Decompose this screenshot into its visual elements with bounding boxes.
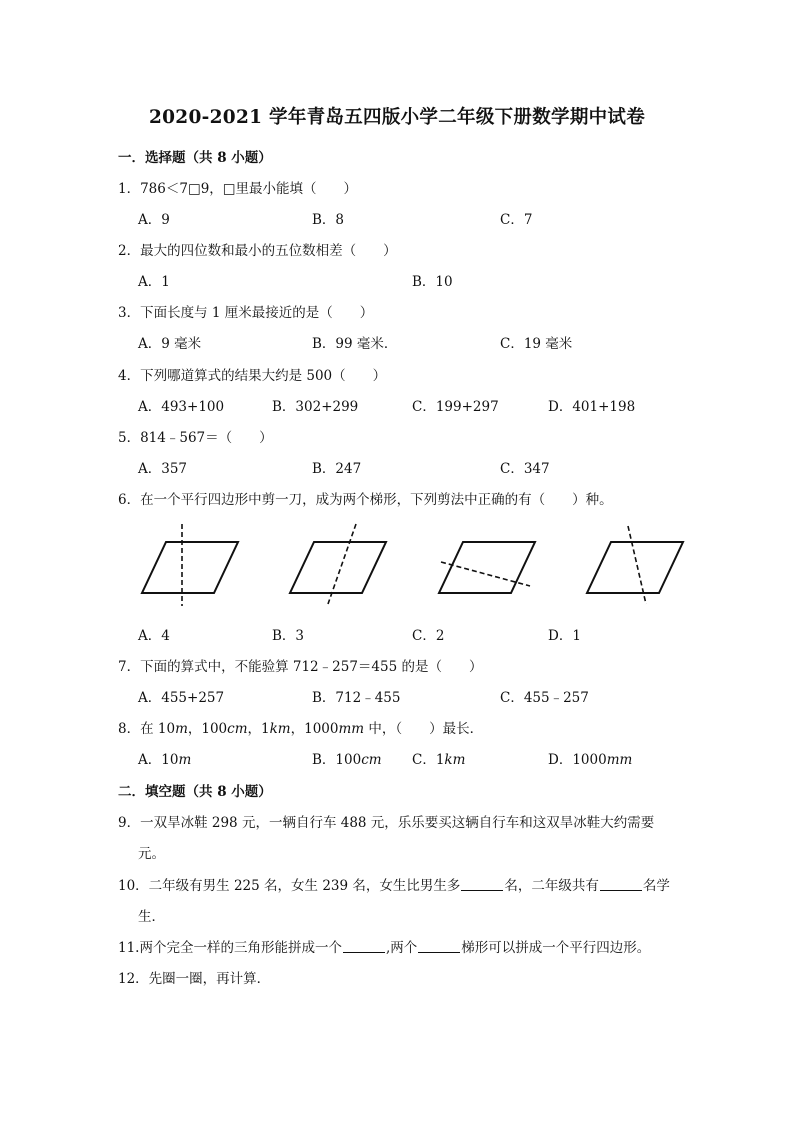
q3-option-c: C．19 毫米 [500, 336, 573, 352]
question-12: 12．先圈一圈，再计算． [118, 971, 271, 987]
q8-unit-cm: cm [227, 721, 248, 737]
q4-option-d: D．401+198 [548, 399, 636, 415]
parallelogram-cut-figures [0, 520, 794, 610]
q1-option-a: A．9 [138, 212, 170, 228]
answer-blank[interactable] [600, 889, 642, 891]
q2-option-b: B．10 [412, 274, 453, 290]
question-10 [118, 874, 670, 894]
answer-blank[interactable] [461, 889, 503, 891]
q11-text-2: ,两个 [385, 940, 418, 956]
q8-option-b: B．100cm [312, 752, 382, 768]
q3-option-b: B．99 毫米． [312, 336, 398, 352]
q5-option-a: A．357 [138, 461, 188, 477]
section-heading-choice: 一．选择题（共 8 小题） [118, 150, 272, 166]
q1-option-b: B．8 [312, 212, 345, 228]
question-7: 7．下面的算式中，不能验算 712﹣257＝455 的是（ ） [118, 659, 483, 675]
q6-option-a: A．4 [138, 628, 170, 644]
q3-option-a: A．9 毫米 [138, 336, 202, 352]
q7-option-c: C．455﹣257 [500, 690, 589, 706]
parallelogram-figure-1 [142, 542, 238, 593]
parallelogram-figure-3 [439, 542, 535, 593]
question-4: 4．下列哪道算式的结果大约是 500（ ） [118, 368, 387, 384]
question-3: 3．下面长度与 1 厘米最接近的是（ ） [118, 305, 374, 321]
q4-option-b: B．302+299 [272, 399, 359, 415]
q11-text-3: 梯形可以拼成一个平行四边形。 [461, 940, 651, 956]
question-2: 2．最大的四位数和最小的五位数相差（ ） [118, 243, 397, 259]
q8-option-a: A．10m [138, 752, 192, 768]
q8-unit-km: km [269, 721, 291, 737]
q2-option-a: A．1 [138, 274, 170, 290]
section-heading-fill: 二．填空题（共 8 小题） [118, 784, 272, 800]
question-11 [118, 936, 650, 956]
parallelogram-figure-2 [290, 542, 386, 593]
q1-option-c: C．7 [500, 212, 533, 228]
q4-option-c: C．199+297 [412, 399, 499, 415]
page-title: 2020-2021 学年青岛五四版小学二年级下册数学期中试卷 [148, 107, 646, 128]
q8-unit-m: m [175, 721, 188, 737]
question-9-continued: 元。 [138, 846, 165, 862]
q5-option-b: B．247 [312, 461, 362, 477]
question-10-continued: 生． [138, 909, 165, 925]
q8-stem-part: ，100 [187, 721, 228, 737]
q6-option-c: C．2 [412, 628, 445, 644]
q8-unit-mm: mm [338, 721, 365, 737]
q7-option-a: A．455+257 [138, 690, 225, 706]
q8-stem-part: ，1000 [290, 721, 339, 737]
q4-option-a: A．493+100 [138, 399, 225, 415]
q7-option-b: B．712﹣455 [312, 690, 401, 706]
question-5: 5．814﹣567＝（ ） [118, 430, 273, 446]
q10-text-1: 10．二年级有男生 225 名，女生 239 名，女生比男生多 [118, 878, 461, 894]
q8-option-d: D．1000mm [548, 752, 633, 768]
q8-stem-part: ，1 [247, 721, 270, 737]
q10-text-2: 名，二年级共有 [504, 878, 599, 894]
question-8 [118, 717, 483, 737]
question-6: 6．在一个平行四边形中剪一刀，成为两个梯形，下列剪法中正确的有（ ）种。 [118, 492, 613, 508]
parallelogram-figure-4 [587, 542, 683, 593]
q10-text-3: 名学 [642, 878, 670, 894]
q11-text-1: 11.两个完全一样的三角形能拼成一个 [118, 940, 342, 956]
q6-option-d: D．1 [548, 628, 581, 644]
q8-stem-end: 中，（ ）最长． [364, 721, 484, 737]
q8-option-c: C．1km [412, 752, 466, 768]
q6-option-b: B．3 [272, 628, 305, 644]
question-1: 1．786＜7□9，□里最小能填（ ） [118, 181, 358, 197]
q8-stem-start: 8．在 10 [118, 721, 176, 737]
answer-blank[interactable] [418, 951, 460, 953]
answer-blank[interactable] [343, 951, 385, 953]
q5-option-c: C．347 [500, 461, 550, 477]
question-9: 9．一双旱冰鞋 298 元，一辆自行车 488 元，乐乐要买这辆自行车和这双旱冰鞋大约需要 [118, 815, 655, 831]
